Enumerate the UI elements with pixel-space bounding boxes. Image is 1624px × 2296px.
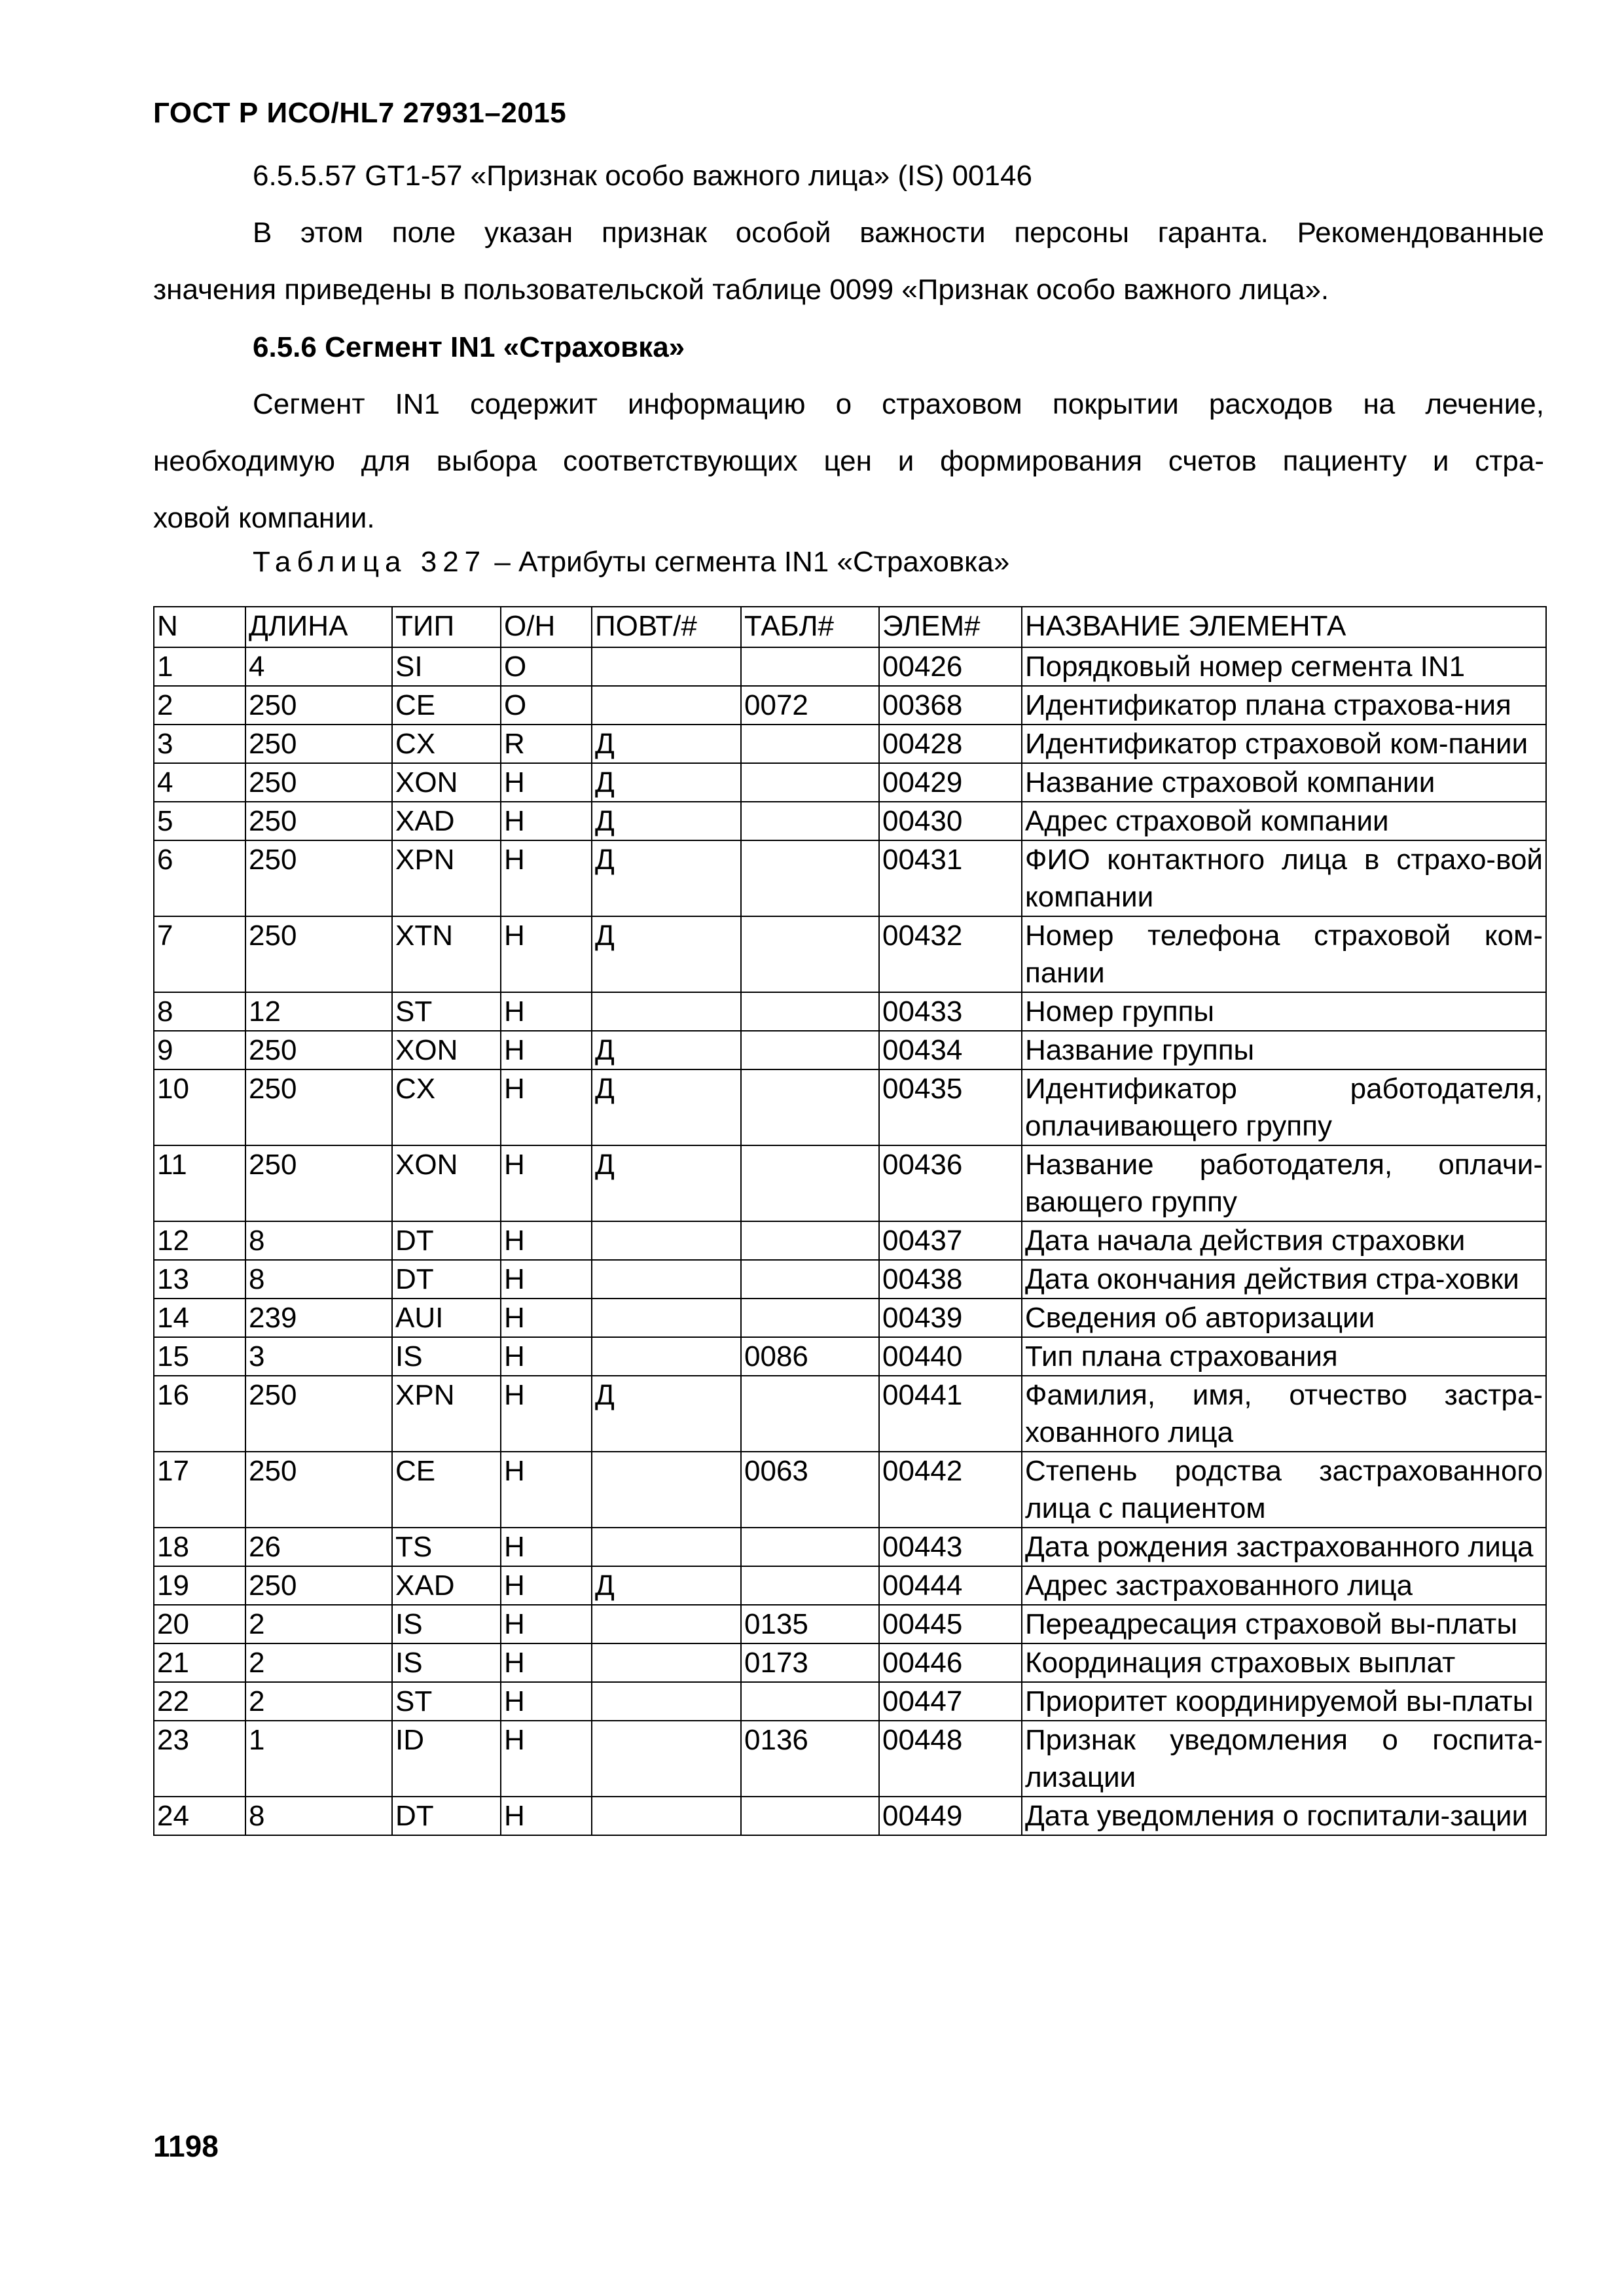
table-cell [592,686,741,725]
table-cell [741,840,879,916]
table-cell: 00428 [879,725,1022,763]
table-cell: 15 [154,1337,245,1376]
table-cell: Д [592,725,741,763]
element-name-cell: Тип плана страхования [1022,1337,1546,1376]
table-cell: XON [392,1145,501,1221]
table-row [154,840,1546,916]
column-header: ТАБЛ# [741,607,879,647]
table-cell [741,1376,879,1452]
table-cell: CX [392,1069,501,1145]
table-cell: Н [501,802,592,840]
table-cell: Д [592,763,741,802]
table-row [154,1452,1546,1528]
element-name-cell: Дата рождения застрахованного лица [1022,1528,1546,1566]
table-cell: 250 [245,1069,392,1145]
table-cell: 00436 [879,1145,1022,1221]
table-cell: 26 [245,1528,392,1566]
table-cell: Н [501,1145,592,1221]
table-cell: 250 [245,1452,392,1528]
table-cell [592,1260,741,1299]
table-cell [741,1221,879,1260]
element-name-cell: Фамилия, имя, отчество застра-хованного лица [1022,1376,1546,1452]
standard-header: ГОСТ Р ИСО/HL7 27931–2015 [153,97,567,129]
table-cell [741,1566,879,1605]
table-cell [741,725,879,763]
table-caption [253,546,1009,579]
table-cell: CX [392,725,501,763]
table-cell: XPN [392,840,501,916]
table-cell: 0173 [741,1643,879,1682]
table-cell [741,647,879,686]
table-cell: О [501,686,592,725]
table-cell: 00448 [879,1721,1022,1797]
table-cell: 0135 [741,1605,879,1643]
table-cell: Н [501,1566,592,1605]
table-cell: 21 [154,1643,245,1682]
column-header: О/Н [501,607,592,647]
table-cell: Н [501,1031,592,1069]
table-row [154,1376,1546,1452]
table-cell: IS [392,1337,501,1376]
table-cell: Н [501,1260,592,1299]
table-cell: XON [392,1031,501,1069]
section-57-title [153,147,1544,204]
table-cell: 00442 [879,1452,1022,1528]
table-cell: 18 [154,1528,245,1566]
table-cell: 8 [245,1221,392,1260]
section-57-body-line-2: значения приведены в пользовательской таблице 0099 «Признак особо важного лица». [153,274,1329,306]
table-cell: 00445 [879,1605,1022,1643]
table-cell: XON [392,763,501,802]
table-cell: 14 [154,1299,245,1337]
table-cell [592,1528,741,1566]
element-name-cell: Координация страховых выплат [1022,1643,1546,1682]
table-cell: 6 [154,840,245,916]
table-cell: Н [501,916,592,992]
table-cell: 11 [154,1145,245,1221]
element-name-cell: Дата уведомления о госпитали-зации [1022,1797,1546,1835]
table-cell: 17 [154,1452,245,1528]
table-cell: 12 [154,1221,245,1260]
element-name-cell: Адрес страховой компании [1022,802,1546,840]
section-57-body-line-1: В этом поле указан признак особой важности персоны гаранта. Рекомендованные [253,217,1544,249]
element-name-cell: Номер телефона страховой ком-пании [1022,916,1546,992]
table-cell: 00444 [879,1566,1022,1605]
table-cell: 250 [245,840,392,916]
table-cell: 00432 [879,916,1022,992]
table-cell: Д [592,1031,741,1069]
table-cell: 00430 [879,802,1022,840]
table-cell: IS [392,1643,501,1682]
element-name-cell: Идентификатор работодателя, оплачивающего группу [1022,1069,1546,1145]
table-cell: 20 [154,1605,245,1643]
table-cell [741,1145,879,1221]
table-cell [592,992,741,1031]
table-cell [741,802,879,840]
element-name-cell: Дата начала действия страховки [1022,1221,1546,1260]
table-cell: 250 [245,1376,392,1452]
table-cell: Н [501,1337,592,1376]
table-cell: 2 [245,1605,392,1643]
table-cell: 0063 [741,1452,879,1528]
table-cell: DT [392,1260,501,1299]
element-name-cell: Приоритет координируемой вы-платы [1022,1682,1546,1721]
table-cell [741,1031,879,1069]
table-cell: 00437 [879,1221,1022,1260]
table-cell: ST [392,992,501,1031]
table-cell: 250 [245,1031,392,1069]
table-cell [592,1682,741,1721]
table-cell [741,1069,879,1145]
element-name-cell: Порядковый номер сегмента IN1 [1022,647,1546,686]
table-cell [592,1452,741,1528]
table-cell: 0086 [741,1337,879,1376]
table-cell [741,916,879,992]
element-name-cell: Признак уведомления о госпита-лизации [1022,1721,1546,1797]
table-cell: ID [392,1721,501,1797]
table-row [154,1797,1546,1835]
table-row [154,1682,1546,1721]
table-cell: AUI [392,1299,501,1337]
table-cell [741,992,879,1031]
table-cell: 250 [245,686,392,725]
table-cell: 250 [245,802,392,840]
table-cell: TS [392,1528,501,1566]
section-656-body-line-2: необходимую для выбора соответствующих цен и формирования счетов пациенту и стра- [153,445,1544,477]
table-cell: 250 [245,1145,392,1221]
table-cell: 00433 [879,992,1022,1031]
table-row [154,763,1546,802]
table-cell: 00449 [879,1797,1022,1835]
table-cell: Д [592,802,741,840]
table-cell: 00368 [879,686,1022,725]
table-cell [592,1299,741,1337]
table-cell: 13 [154,1260,245,1299]
table-cell: 24 [154,1797,245,1835]
table-cell: XTN [392,916,501,992]
column-header: НАЗВАНИЕ ЭЛЕМЕНТА [1022,607,1546,647]
table-cell: Д [592,840,741,916]
table-cell: Н [501,1452,592,1528]
section-656-body-line-1: Сегмент IN1 содержит информацию о страховом покрытии расходов на лечение, [253,388,1544,420]
table-cell [741,1797,879,1835]
table-cell: DT [392,1221,501,1260]
table-cell: 0136 [741,1721,879,1797]
element-name-cell: ФИО контактного лица в страхо-вой компании [1022,840,1546,916]
table-cell [592,1221,741,1260]
table-cell [592,1797,741,1835]
table-cell: 00429 [879,763,1022,802]
table-cell: Н [501,1528,592,1566]
table-row [154,686,1546,725]
table-cell: Н [501,1721,592,1797]
section-57-body [153,204,1544,318]
table-cell: Н [501,1069,592,1145]
table-row [154,1337,1546,1376]
section-656-body-line-3: ховой компании. [153,502,375,534]
table-cell [592,1721,741,1797]
table-cell: 8 [245,1260,392,1299]
table-cell: SI [392,647,501,686]
table-cell: 250 [245,763,392,802]
table-row [154,1566,1546,1605]
table-cell [741,1528,879,1566]
table-cell: Н [501,1682,592,1721]
table-cell: Н [501,840,592,916]
table-row [154,916,1546,992]
table-cell: Н [501,992,592,1031]
table-cell: 10 [154,1069,245,1145]
table-row [154,1528,1546,1566]
column-header: ТИП [392,607,501,647]
table-caption-text: – Атрибуты сегмента IN1 «Страховка» [486,546,1010,578]
table-row [154,1643,1546,1682]
table-cell: Д [592,916,741,992]
table-cell: Н [501,1299,592,1337]
section-656-title-text: 6.5.6 Сегмент IN1 «Страховка» [253,331,685,363]
element-name-cell: Номер группы [1022,992,1546,1031]
table-cell: 00431 [879,840,1022,916]
table-cell [592,1643,741,1682]
table-row [154,647,1546,686]
table-cell: Д [592,1376,741,1452]
table-cell: 12 [245,992,392,1031]
table-cell: Н [501,1797,592,1835]
table-cell: 3 [245,1337,392,1376]
table-cell: Н [501,1605,592,1643]
column-header: ЭЛЕМ# [879,607,1022,647]
table-cell: 19 [154,1566,245,1605]
table-cell: 00434 [879,1031,1022,1069]
table-cell: Н [501,763,592,802]
table-row [154,1031,1546,1069]
table-cell: 3 [154,725,245,763]
table-cell: R [501,725,592,763]
element-name-cell: Дата окончания действия стра-ховки [1022,1260,1546,1299]
table-cell: 4 [154,763,245,802]
table-cell: 00447 [879,1682,1022,1721]
table-cell: 00446 [879,1643,1022,1682]
table-cell: 22 [154,1682,245,1721]
table-body [154,647,1546,1835]
table-row [154,802,1546,840]
table-row [154,1145,1546,1221]
table-cell: 4 [245,647,392,686]
table-row [154,1299,1546,1337]
table-cell: 1 [154,647,245,686]
table-cell: Д [592,1145,741,1221]
table-cell: 00426 [879,647,1022,686]
table-cell: 2 [245,1643,392,1682]
table-row [154,725,1546,763]
column-header: ПОВТ/# [592,607,741,647]
table-cell: XPN [392,1376,501,1452]
element-name-cell: Идентификатор страховой ком-пании [1022,725,1546,763]
table-cell: 250 [245,916,392,992]
table-cell: 239 [245,1299,392,1337]
section-57-title-text: 6.5.5.57 GT1-57 «Признак особо важного лица» (IS) 00146 [253,160,1032,192]
table-cell: XAD [392,802,501,840]
in1-attributes-table [153,606,1547,1836]
table-row [154,992,1546,1031]
table-cell: 5 [154,802,245,840]
section-656-body [153,376,1544,547]
table-row [154,1069,1546,1145]
table-row [154,1221,1546,1260]
table-cell: ST [392,1682,501,1721]
table-cell: 0072 [741,686,879,725]
page-number: 1198 [153,2129,219,2163]
table-cell: 00443 [879,1528,1022,1566]
table-cell: Н [501,1376,592,1452]
table-row [154,1721,1546,1797]
table-cell [741,1299,879,1337]
table-cell: 8 [154,992,245,1031]
table-cell: Д [592,1566,741,1605]
table-cell: Д [592,1069,741,1145]
table-cell [741,1682,879,1721]
table-cell [592,1337,741,1376]
table-cell: 00438 [879,1260,1022,1299]
table-header-row [154,607,1546,647]
table-cell: Н [501,1221,592,1260]
element-name-cell: Адрес застрахованного лица [1022,1566,1546,1605]
table-cell: DT [392,1797,501,1835]
column-header: ДЛИНА [245,607,392,647]
table-cell: 1 [245,1721,392,1797]
table-cell: XAD [392,1566,501,1605]
table-cell: CE [392,686,501,725]
table-cell: 00441 [879,1376,1022,1452]
table-cell: Н [501,1643,592,1682]
table-cell: 23 [154,1721,245,1797]
table-cell: 7 [154,916,245,992]
table-cell [741,1260,879,1299]
element-name-cell: Степень родства застрахованного лица с пациентом [1022,1452,1546,1528]
table-cell: 9 [154,1031,245,1069]
table-cell: 2 [245,1682,392,1721]
table-cell: 00439 [879,1299,1022,1337]
table-row [154,1605,1546,1643]
table-cell [741,763,879,802]
element-name-cell: Название группы [1022,1031,1546,1069]
table-cell: 00435 [879,1069,1022,1145]
table-cell [592,647,741,686]
table-cell: IS [392,1605,501,1643]
element-name-cell: Название работодателя, оплачи-вающего группу [1022,1145,1546,1221]
table-cell: CE [392,1452,501,1528]
table-caption-label: Таблица 327 [253,546,487,578]
element-name-cell: Переадресация страховой вы-платы [1022,1605,1546,1643]
table-cell: 250 [245,725,392,763]
column-header: N [154,607,245,647]
table-cell: 250 [245,1566,392,1605]
element-name-cell: Сведения об авторизации [1022,1299,1546,1337]
table-cell: О [501,647,592,686]
element-name-cell: Название страховой компании [1022,763,1546,802]
table-cell: 8 [245,1797,392,1835]
table-cell: 00440 [879,1337,1022,1376]
table-cell [592,1605,741,1643]
section-656-title [153,319,1544,376]
table-cell: 2 [154,686,245,725]
element-name-cell: Идентификатор плана страхова-ния [1022,686,1546,725]
table-row [154,1260,1546,1299]
table-cell: 16 [154,1376,245,1452]
